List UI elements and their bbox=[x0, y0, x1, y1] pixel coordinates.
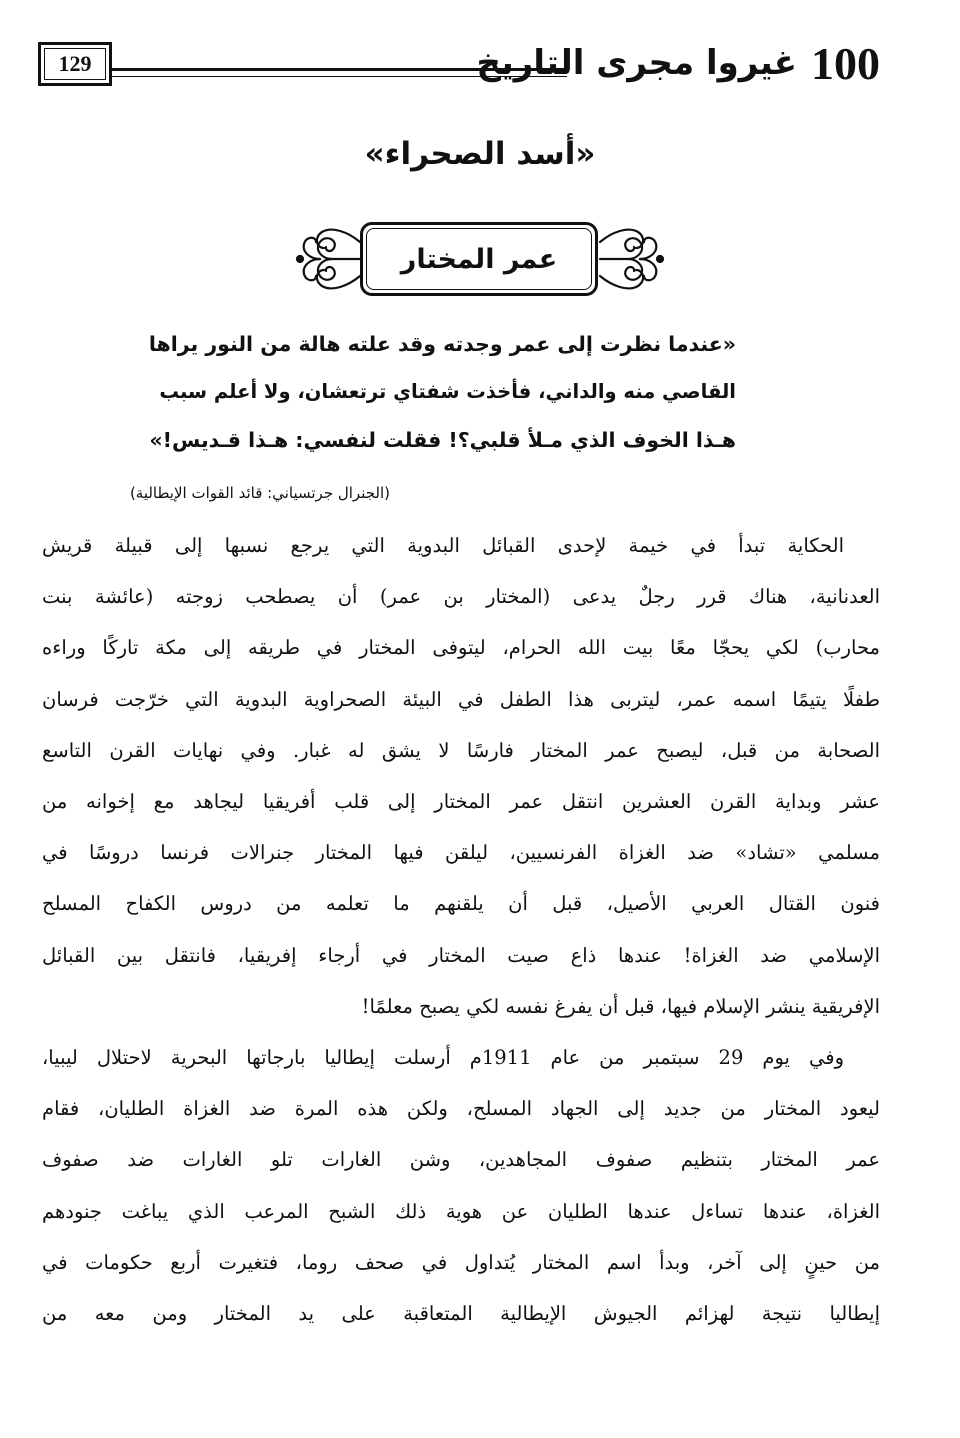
paragraph-line: وفي يوم 29 سبتمبر من عام 1911م أرسلت إيطاليا بارجاتها البحرية لاحتلال ليبيا، bbox=[42, 1046, 844, 1070]
name-box bbox=[360, 222, 598, 296]
paragraph-line: محارب) لكي يحجّا معًا بيت الله الحرام، ليتوفى المختار في طريقه إلى مكة تاركًا وراءه bbox=[42, 636, 880, 660]
paragraph-line: طفلًا يتيمًا اسمه عمر، ليتربى هذا الطفل في البيئة الصحراوية البدوية التي خرّجت فرسان bbox=[42, 687, 880, 711]
name-ornament-frame bbox=[292, 212, 668, 306]
page-header bbox=[38, 32, 880, 94]
paragraph-line: من حينٍ إلى آخر، وبدأ اسم المختار يُتداول في صحف روما، فتغيرت أربع حكومات في bbox=[42, 1250, 880, 1274]
running-title bbox=[477, 32, 881, 94]
quote-line: هـذا الخوف الذي مـلأ قلبي؟! فقلت لنفسي: هـذا قـديس!» bbox=[149, 428, 736, 452]
paragraph-line: ليعود المختار من جديد إلى الجهاد المسلح، ولكن هذه المرة ضد الغزاة الطليان، فقام bbox=[42, 1097, 880, 1121]
paragraph-line: عشر وبداية القرن العشرين انتقل عمر المختار إلى قلب أفريقيا ليجاهد مع إخوانه من bbox=[42, 790, 880, 814]
subject-name: عمر المختار bbox=[366, 228, 592, 290]
paragraph-line: عمر المختار بتنظيم صفوف المجاهدين، وشن الغارات تلو الغارات ضد صفوف bbox=[42, 1148, 880, 1172]
series-title: غيروا مجرى التاريخ bbox=[476, 43, 797, 83]
paragraph-line: مسلمي «تشاد» ضد الغزاة الفرنسيين، ليلقن فيها المختار جنرالات فرنسا دروسًا في bbox=[42, 841, 880, 865]
paragraph-line: العدنانية، هناك قرر رجلٌ يدعى (المختار بن عمر) أن يصطحب زوجته (عائشة بنت bbox=[42, 585, 880, 609]
quote-line: القاصي منه والداني، فأخذت شفتاي ترتعشان، ولا أعلم سبب bbox=[159, 380, 736, 403]
paragraph-line: إيطاليا نتيجة لهزائم الجيوش الإيطالية المتعاقبة على يد المختار ومن معه من bbox=[42, 1302, 880, 1326]
series-number: 100 bbox=[811, 37, 880, 89]
paragraph-line: الغزاة، عندها تساءل عندها الطليان عن هوية ذلك الشبح المرعب الذي يباغت جنودهم bbox=[42, 1199, 880, 1223]
chapter-title: «أسد الصحراء» bbox=[364, 136, 596, 172]
paragraph-line: فنون القتال العربي الأصيل، قبل أن يلقنهم ما تعلمه من دروس الكفاح المسلح bbox=[42, 892, 880, 916]
page-number: 129 bbox=[44, 48, 106, 80]
page-number-box bbox=[38, 42, 112, 86]
quote-attribution: (الجنرال جرتسياني: قائد القوات الإيطالية) bbox=[129, 484, 390, 502]
body-text bbox=[42, 520, 880, 1339]
quote-line: «عندما نظرت إلى عمر وجدته وقد علته هالة من النور يراها bbox=[148, 332, 736, 356]
epigraph-quote bbox=[150, 320, 736, 464]
paragraph-line: الحكاية تبدأ في خيمة لإحدى القبائل البدوية التي يرجع نسبها إلى قبيلة قريش bbox=[42, 534, 844, 557]
paragraph-line: الإسلامي ضد الغزاة! عندها ذاع صيت المختار في أرجاء إفريقيا، فانتقل بين القبائل bbox=[42, 943, 880, 967]
paragraph-line: الصحابة من قبل، ليصبح عمر المختار فارسًا لا يشق له غبار. وفي نهايات القرن التاسع bbox=[42, 738, 880, 762]
paragraph-line: الإفريقية ينشر الإسلام فيها، قبل أن يفرغ نفسه لكي يصبح معلمًا! bbox=[361, 994, 880, 1018]
